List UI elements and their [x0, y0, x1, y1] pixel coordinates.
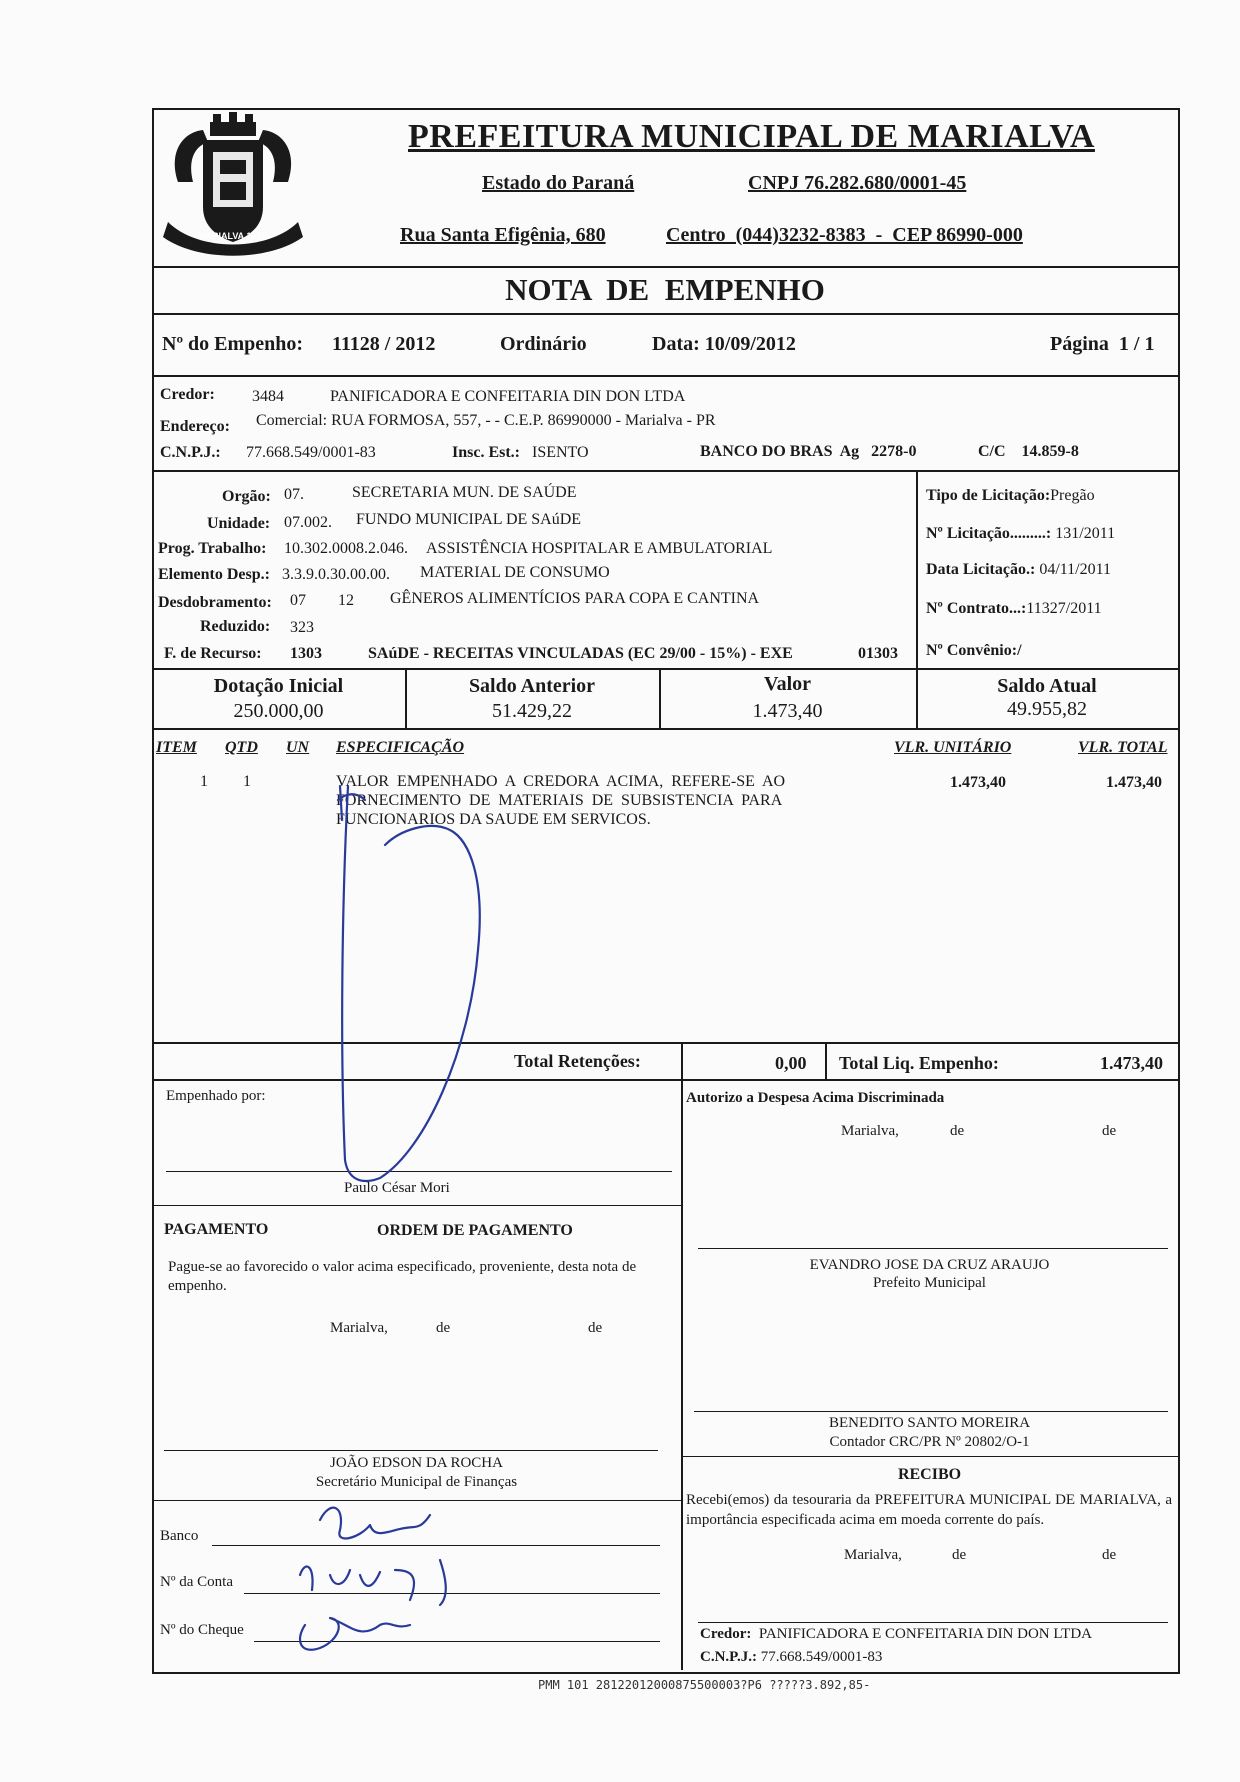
- insc-label: Insc. Est.:: [452, 444, 521, 461]
- credor-bank: BANCO DO BRAS Ag 2278-0: [700, 443, 917, 460]
- licitacao-date-label: Data Licitação.:: [926, 561, 1036, 578]
- licitacao-number-value: 131/2011: [1055, 525, 1116, 542]
- total-retencoes-value: 0,00: [775, 1053, 807, 1073]
- elemento-label: Elemento Desp.:: [158, 566, 270, 583]
- empenho-label: Nº do Empenho:: [162, 333, 304, 355]
- pagamento-city: Marialva,: [330, 1320, 388, 1336]
- municipality-title: PREFEITURA MUNICIPAL DE MARIALVA: [408, 118, 1095, 155]
- licitacao-type-label: Tipo de Licitação:: [926, 487, 1051, 504]
- conta-label: Nº da Conta: [160, 1574, 233, 1590]
- banco-label: Banco: [160, 1528, 199, 1544]
- municipal-crest: [158, 112, 308, 262]
- contador-role: Contador CRC/PR Nº 20802/O-1: [829, 1434, 1030, 1450]
- autorizo-de2: de: [1102, 1123, 1117, 1139]
- elemento-code: 3.3.9.0.30.00.00.: [282, 566, 390, 583]
- recibo-cnpj-value: 77.668.549/0001-83: [760, 1649, 883, 1665]
- saldo-atual-label: Saldo Atual: [997, 675, 1097, 697]
- prog-label: Prog. Trabalho:: [158, 540, 267, 557]
- licitacao-number-label: Nº Licitação.........:: [926, 525, 1052, 542]
- credor-label: Credor:: [160, 386, 215, 403]
- saldo-anterior-value: 51.429,22: [492, 700, 572, 722]
- empenhado-por-label: Empenhado por:: [166, 1088, 266, 1104]
- valor-value: 1.473,40: [752, 700, 823, 722]
- municipality-cnpj: CNPJ 76.282.680/0001-45: [748, 172, 967, 194]
- item-vlr-total: 1.473,40: [1106, 774, 1162, 791]
- autorizo-de1: de: [950, 1123, 965, 1139]
- saldo-atual-value: 49.955,82: [1007, 698, 1087, 720]
- recibo-de2: de: [1102, 1547, 1117, 1563]
- document-title: NOTA DE EMPENHO: [505, 272, 825, 307]
- col-header-vlr-unitario: VLR. UNITÁRIO: [894, 739, 1012, 756]
- prog-name: ASSISTÊNCIA HOSPITALAR E AMBULATORIAL: [426, 540, 773, 557]
- item-desc-line3: FUNCIONARIOS DA SAUDE EM SERVICOS.: [336, 811, 651, 828]
- orgao-code: 07.: [284, 486, 304, 503]
- autorizo-title: Autorizo a Despesa Acima Discriminada: [686, 1090, 945, 1106]
- col-header-un: UN: [286, 739, 310, 756]
- pagamento-text: Pague-se ao favorecido o valor acima especificado, proveniente, desta nota de empenho.: [168, 1259, 637, 1294]
- secretario-name: JOÃO EDSON DA ROCHA: [330, 1455, 503, 1471]
- recibo-cnpj: [700, 1649, 882, 1666]
- recibo-credor-name: PANIFICADORA E CONFEITARIA DIN DON LTDA: [758, 1626, 1093, 1642]
- credor-cnpj: 77.668.549/0001-83: [246, 444, 376, 461]
- credor-name: PANIFICADORA E CONFEITARIA DIN DON LTDA: [330, 388, 686, 405]
- unidade-name: FUNDO MUNICIPAL DE SAúDE: [356, 511, 582, 528]
- unidade-code: 07.002.: [284, 514, 332, 531]
- desdobramento-label: Desdobramento:: [158, 594, 272, 611]
- licitacao-number: [926, 525, 1115, 543]
- contrato-value: 11327/2011: [1026, 600, 1102, 617]
- empenho-type: Ordinário: [500, 333, 587, 355]
- total-liquido-label: Total Liq. Empenho:: [839, 1053, 999, 1073]
- contrato-label: Nº Contrato...:: [926, 600, 1027, 617]
- empenho-number: 11128 / 2012: [332, 333, 436, 355]
- state-name: Estado do Paraná: [482, 172, 635, 194]
- convenio-label: Nº Convênio:/: [926, 642, 1022, 659]
- total-liquido-value: 1.473,40: [1100, 1053, 1163, 1073]
- recurso-number: 01303: [858, 645, 898, 662]
- item-vlr-unitario: 1.473,40: [950, 774, 1006, 791]
- item-desc-line1: VALOR EMPENHADO A CREDORA ACIMA, REFERE-SE AO: [336, 773, 786, 790]
- prefeito-role: Prefeito Municipal: [873, 1275, 986, 1291]
- cheque-label: Nº do Cheque: [160, 1622, 244, 1638]
- pagamento-de1: de: [436, 1320, 451, 1336]
- endereco-label: Endereço:: [160, 418, 230, 435]
- dotacao-inicial-label: Dotação Inicial: [213, 675, 344, 697]
- page-number: Página 1 / 1: [1050, 333, 1155, 355]
- col-header-especificacao: ESPECIFICAÇÃO: [336, 739, 465, 756]
- licitacao-date: [926, 561, 1111, 579]
- secretario-role: Secretário Municipal de Finanças: [315, 1474, 518, 1490]
- recibo-cnpj-label: C.N.P.J.:: [700, 1649, 757, 1665]
- recibo-credor-label: Credor:: [700, 1626, 752, 1642]
- empenho-date: Data: 10/09/2012: [652, 333, 796, 355]
- prefeito-name: EVANDRO JOSE DA CRUZ ARAUJO: [809, 1257, 1050, 1273]
- municipality-address: Rua Santa Efigênia, 680: [400, 224, 606, 246]
- contrato-number: [926, 600, 1102, 618]
- valor-label: Valor: [763, 673, 812, 695]
- desdobramento-b: 12: [338, 592, 354, 609]
- credor-code: 3484: [252, 388, 284, 405]
- item-number: 1: [200, 773, 208, 790]
- cnpj-label: C.N.P.J.:: [160, 444, 221, 461]
- prog-code: 10.302.0008.2.046.: [284, 540, 408, 557]
- recurso-name: SAúDE - RECEITAS VINCULADAS (EC 29/00 - 15%) - EXE: [368, 645, 793, 662]
- recurso-code: 1303: [290, 645, 322, 662]
- licitacao-date-value: 04/11/2011: [1039, 561, 1112, 578]
- reduzido-label: Reduzido:: [200, 618, 271, 635]
- desdobramento-name: GÊNEROS ALIMENTÍCIOS PARA COPA E CANTINA: [390, 590, 760, 607]
- orgao-name: SECRETARIA MUN. DE SAÚDE: [352, 484, 577, 501]
- pagamento-label: PAGAMENTO: [164, 1221, 269, 1238]
- licitacao-type-value: Pregão: [1050, 487, 1095, 504]
- unidade-label: Unidade:: [207, 515, 271, 532]
- licitacao-type: [926, 487, 1095, 505]
- pagamento-de2: de: [588, 1320, 603, 1336]
- col-header-qtd: QTD: [225, 739, 258, 756]
- recurso-label: F. de Recurso:: [164, 645, 262, 662]
- item-qtd: 1: [243, 773, 251, 790]
- contador-name: BENEDITO SANTO MOREIRA: [828, 1415, 1031, 1431]
- recibo-title: RECIBO: [897, 1466, 962, 1483]
- item-desc-line2: FORNECIMENTO DE MATERIAIS DE SUBSISTENCIA PARA: [336, 792, 783, 809]
- saldo-anterior-label: Saldo Anterior: [468, 675, 596, 697]
- recibo-text: Recebi(emos) da tesouraria da PREFEITURA MUNICIPAL DE MARIALVA, a importância especificada acima em moeda corrente do país.: [686, 1492, 1172, 1528]
- credor-account: C/C 14.859-8: [978, 443, 1079, 460]
- recibo-city: Marialva,: [844, 1547, 902, 1563]
- ordem-pagamento-title: ORDEM DE PAGAMENTO: [377, 1222, 573, 1239]
- recibo-de1: de: [952, 1547, 967, 1563]
- reduzido-value: 323: [290, 619, 314, 636]
- credor-insc: ISENTO: [532, 444, 589, 461]
- total-retencoes-label: Total Retenções:: [514, 1051, 641, 1071]
- elemento-name: MATERIAL DE CONSUMO: [420, 564, 610, 581]
- crest-banner-text: MARIALVA 1955: [198, 231, 267, 241]
- col-header-item: ITEM: [156, 739, 197, 756]
- municipality-contact: Centro (044)3232-8383 - CEP 86990-000: [666, 224, 1023, 246]
- desdobramento-a: 07: [290, 592, 306, 609]
- orgao-label: Orgão:: [222, 488, 271, 505]
- autorizo-city: Marialva,: [841, 1123, 899, 1139]
- footer-barcode-text: PMM 101 28122012000875500003?P6 ?????3.892,85-: [538, 1678, 871, 1692]
- col-header-vlr-total: VLR. TOTAL: [1078, 739, 1168, 756]
- dotacao-inicial-value: 250.000,00: [233, 700, 324, 722]
- recibo-credor: [700, 1626, 1092, 1643]
- empenhado-por-name: Paulo César Mori: [344, 1180, 450, 1196]
- credor-address: Comercial: RUA FORMOSA, 557, - - C.E.P. 86990000 - Marialva - PR: [256, 412, 716, 429]
